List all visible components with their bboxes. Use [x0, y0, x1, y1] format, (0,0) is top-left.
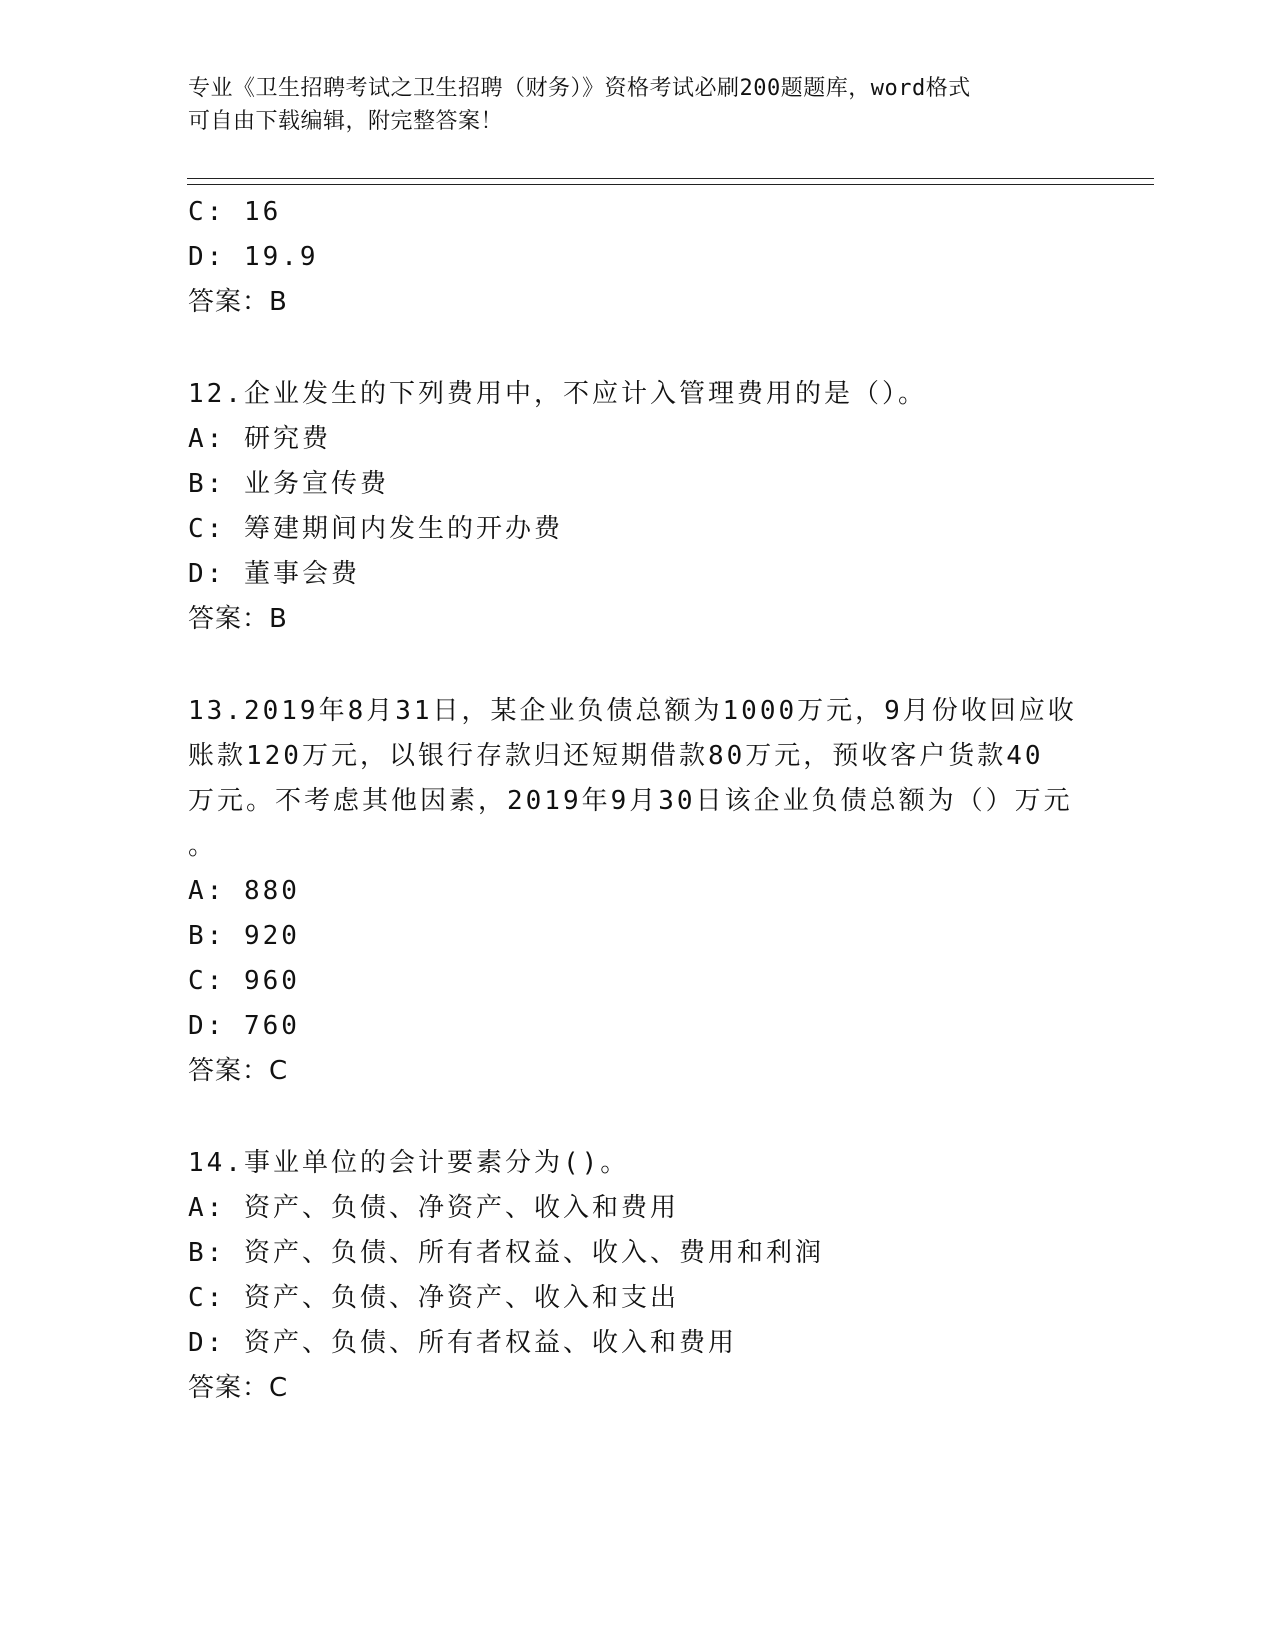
spacer [188, 325, 1088, 372]
header-divider-bottom [187, 184, 1154, 185]
option-c: C: 16 [188, 197, 282, 227]
option-a: A: 880 [188, 876, 300, 906]
header-line-2: 可自由下载编辑，附完整答案！ [188, 109, 504, 134]
document-header [188, 72, 1088, 138]
question-text: 万元。不考虑其他因素，2019年9月30日该企业负债总额为（）万元 [188, 786, 1073, 816]
answer-line: 答案：C [188, 1373, 289, 1403]
option-d: D: 19.9 [188, 242, 319, 272]
header-divider-top [187, 178, 1154, 179]
option-b: B: 业务宣传费 [188, 469, 389, 499]
question-text: 12.企业发生的下列费用中，不应计入管理费用的是（）。 [188, 379, 927, 409]
question-text: 13.2019年8月31日，某企业负债总额为1000万元，9月份收回应收 [188, 696, 1077, 726]
option-d: D: 资产、负债、所有者权益、收入和费用 [188, 1328, 737, 1358]
question-11-continued [188, 190, 1088, 325]
option-c: C: 筹建期间内发生的开办费 [188, 514, 563, 544]
question-text: 账款120万元，以银行存款归还短期借款80万元，预收客户货款40 [188, 741, 1044, 771]
question-12 [188, 372, 1088, 642]
option-d: D: 董事会费 [188, 559, 360, 589]
document-body [188, 190, 1088, 1411]
question-13 [188, 689, 1088, 1094]
option-c: C: 资产、负债、净资产、收入和支出 [188, 1283, 679, 1313]
option-a: A: 研究费 [188, 424, 331, 454]
question-text: 。 [188, 831, 218, 861]
question-14 [188, 1141, 1088, 1411]
option-c: C: 960 [188, 966, 300, 996]
question-text: 14.事业单位的会计要素分为()。 [188, 1148, 630, 1178]
option-a: A: 资产、负债、净资产、收入和费用 [188, 1193, 679, 1223]
option-d: D: 760 [188, 1011, 300, 1041]
answer-line: 答案：B [188, 604, 288, 634]
answer-line: 答案：C [188, 1056, 289, 1086]
option-b: B: 资产、负债、所有者权益、收入、费用和利润 [188, 1238, 824, 1268]
answer-line: 答案：B [188, 287, 288, 317]
option-b: B: 920 [188, 921, 300, 951]
spacer [188, 1094, 1088, 1141]
header-line-1: 专业《卫生招聘考试之卫生招聘（财务）》资格考试必刷200题题库，word格式 [188, 76, 971, 101]
spacer [188, 642, 1088, 689]
